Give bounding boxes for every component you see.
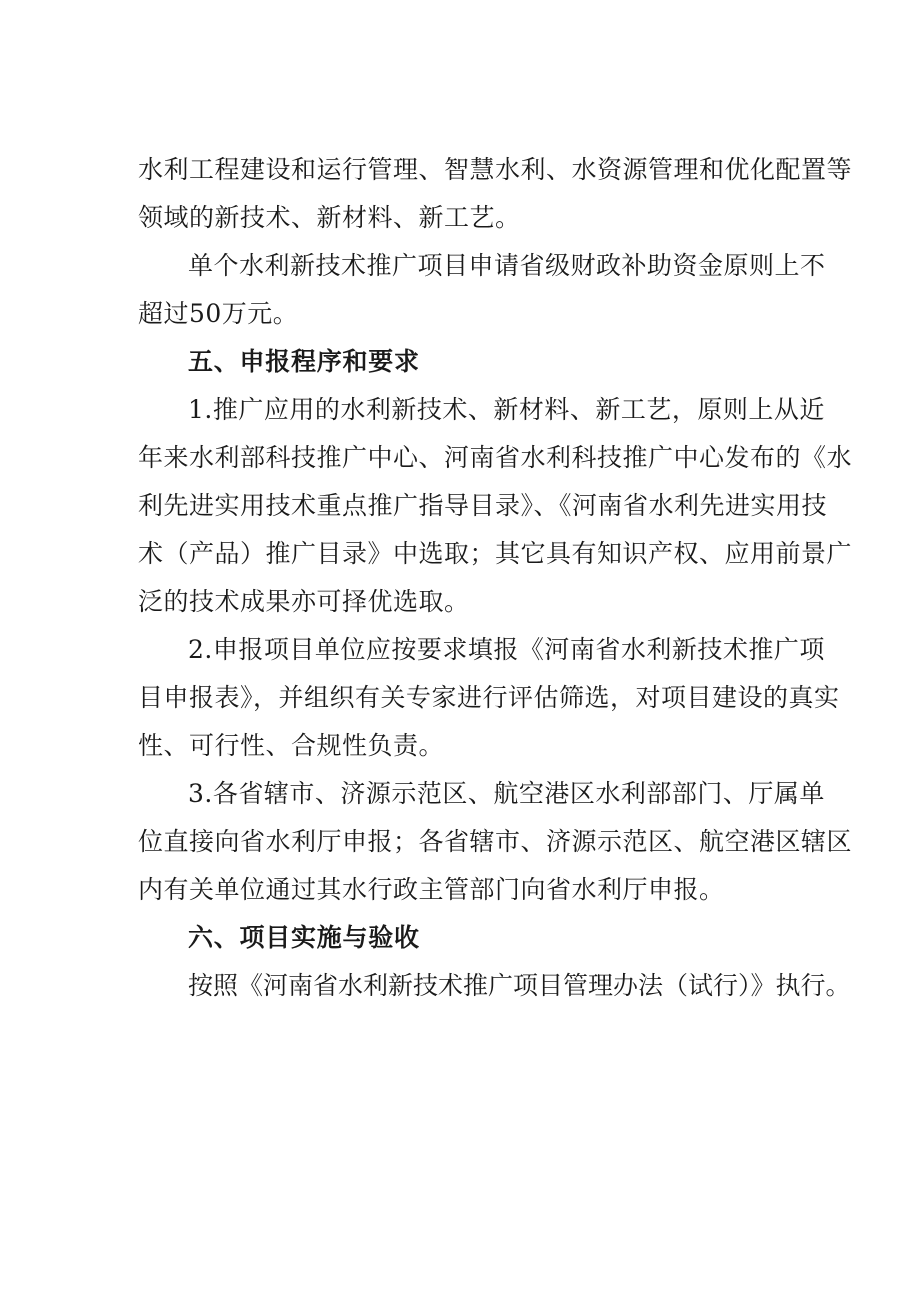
paragraph-line: 领域的新技术、新材料、新工艺。 <box>138 203 521 232</box>
paragraph-line: 2.申报项目单位应按要求填报《河南省水利新技术推广项 <box>188 635 825 664</box>
paragraph-line: 利先进实用技术重点推广指导目录》、《河南省水利先进实用技 <box>138 491 828 520</box>
paragraph-line: 1.推广应用的水利新技术、新材料、新工艺，原则上从近 <box>188 395 825 424</box>
paragraph-line: 目申报表》，并组织有关专家进行评估筛选，对项目建设的真实 <box>138 683 840 712</box>
paragraph-line: 水利工程建设和运行管理、智慧水利、水资源管理和优化配置等 <box>138 155 853 184</box>
section-heading-6: 六、项目实施与验收 <box>188 923 420 952</box>
paragraph-line: 位直接向省水利厅申报；各省辖市、济源示范区、航空港区辖区 <box>138 827 853 856</box>
paragraph-line: 泛的技术成果亦可择优选取。 <box>138 587 470 616</box>
paragraph-line: 超过50万元。 <box>138 299 299 328</box>
paragraph-line: 年来水利部科技推广中心、河南省水利科技推广中心发布的《水 <box>138 443 853 472</box>
paragraph-line: 按照《河南省水利新技术推广项目管理办法（试行）》执行。 <box>188 971 851 1000</box>
section-heading-5: 五、申报程序和要求 <box>188 347 420 376</box>
paragraph-line: 单个水利新技术推广项目申请省级财政补助资金原则上不 <box>188 251 826 280</box>
paragraph-line: 性、可行性、合规性负责。 <box>138 731 445 760</box>
paragraph-line: 内有关单位通过其水行政主管部门向省水利厅申报。 <box>138 875 725 904</box>
paragraph-line: 术（产品）推广目录》中选取；其它具有知识产权、应用前景广 <box>138 539 853 568</box>
paragraph-line: 3.各省辖市、济源示范区、航空港区水利部部门、厅属单 <box>188 779 825 808</box>
